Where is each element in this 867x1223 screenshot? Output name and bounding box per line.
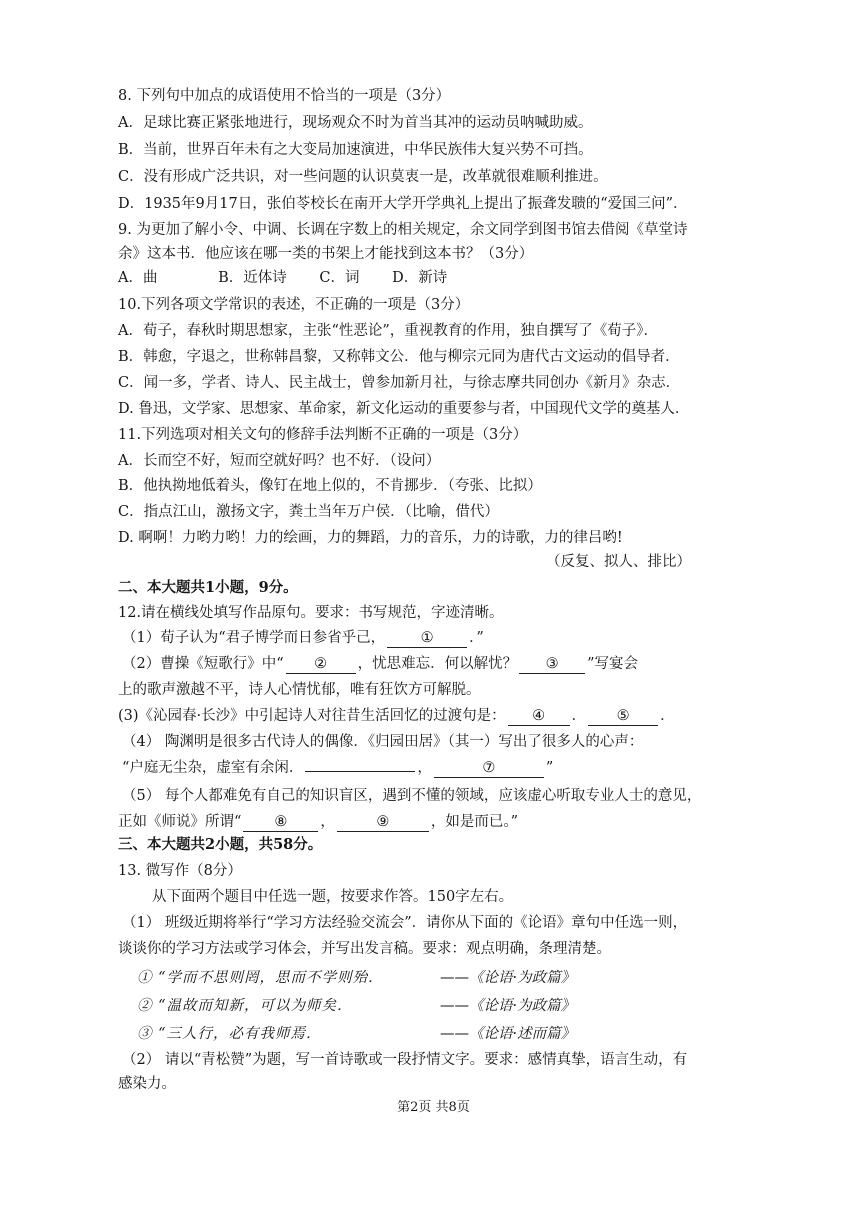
- q13-topic2-line1: （2） 请以“青松赞”为题，写一首诗歌或一段抒情文字。要求：感情真挚，语言生动，有: [122, 1052, 688, 1068]
- q10-option-c: C．闻一多，学者、诗人、民主战士，曾参加新月社，与徐志摩共同创办《新月》杂志．: [118, 375, 681, 391]
- q10-option-a: A．荀子，春秋时期思想家，主张“性恶论”，重视教育的作用，独自撰写了《荀子》．: [118, 323, 659, 339]
- lunyu-quote-1-source: ——《论语·为政篇》: [440, 970, 576, 986]
- blank-6[interactable]: [305, 771, 415, 772]
- blank-4[interactable]: ④: [508, 708, 570, 726]
- q10-stem: 10.下列各项文学常识的表述，不正确的一项是（3分）: [118, 297, 470, 313]
- q9-option-b: B．近体诗: [218, 270, 287, 286]
- blank-1[interactable]: ①: [387, 630, 467, 648]
- q13-topic1-line1: （1） 班级近期将举行“学习方法经验交流会”．请你从下面的《论语》章句中任选一则，: [122, 915, 688, 931]
- blank-5[interactable]: ⑤: [588, 708, 658, 726]
- q12-item3: (3)《沁园春·长沙》中引起诗人对往昔生活回忆的过渡句是： ④ ． ⑤ ．: [118, 708, 675, 724]
- q8-option-a: A．足球比赛正紧张地进行，现场观众不时为首当其冲的运动员呐喊助威。: [118, 115, 593, 131]
- q9-option-d: D．新诗: [392, 270, 448, 286]
- q10-option-b: B．韩愈，字退之，世称韩昌黎，又称韩文公．他与柳宗元同为唐代古文运动的倡导者．: [118, 349, 680, 365]
- blank-2[interactable]: ②: [286, 656, 356, 674]
- q11-option-b: B．他执拗地低着头，像钉在地上似的，不肯挪步．（夸张、比拟）: [118, 478, 542, 494]
- q9-option-a: A．曲: [118, 270, 158, 286]
- blank-8[interactable]: ⑧: [243, 814, 318, 832]
- q12-item2-line2: 上的歌声激越不平，诗人心情忧郁，唯有狂饮方可解脱。: [118, 682, 481, 698]
- q12-item1: （1）荀子认为“君子博学而日参省乎己， ① ．”: [122, 630, 484, 646]
- q12-item4: “户庭无尘杂，虚室有余闲． ， ⑦ ”: [122, 760, 554, 776]
- lunyu-quote-2: ② “温故而知新，可以为师矣．: [137, 998, 353, 1014]
- q12-item4-line1: （4） 陶渊明是很多古代诗人的偶像．《归园田居》（其一）写出了很多人的心声：: [122, 734, 644, 750]
- q12-item5-line1: （5） 每个人都难免有自己的知识盲区，遇到不懂的领域，应该虚心听取专业人士的意见，: [122, 788, 702, 804]
- blank-3[interactable]: ③: [519, 656, 585, 674]
- q12-item5: 正如《师说》所谓“ ⑧ ， ⑨ ，如是而已。”: [118, 814, 519, 830]
- q8-option-d: D．1935年9月17日，张伯苓校长在南开大学开学典礼上提出了振聋发聩的“爱国三问”．: [118, 196, 688, 212]
- page-footer: 第2页 共8页: [397, 1100, 470, 1115]
- q13-intro: 从下面两个题目中任选一题，按要求作答。150字左右。: [152, 889, 514, 905]
- q8-option-b: B．当前，世界百年未有之大变局加速演进，中华民族伟大复兴势不可挡。: [118, 142, 593, 158]
- blank-7[interactable]: ⑦: [434, 760, 544, 778]
- q13-topic1-line2: 谈谈你的学习方法或学习体会，并写出发言稿。要求：观点明确，条理清楚。: [118, 941, 611, 957]
- q12-item2: （2）曹操《短歌行》中“ ② ，忧思难忘．何以解忧？ ③ ”写宴会: [122, 656, 639, 672]
- q11-option-c: C．指点江山，激扬文字，粪土当年万户侯．（比喻，借代）: [118, 504, 499, 520]
- q11-d-note: （反复、拟人、排比）: [546, 554, 691, 570]
- lunyu-quote-3: ③ “三人行，必有我师焉．: [137, 1026, 322, 1042]
- blank-9[interactable]: ⑨: [337, 814, 429, 832]
- q8-option-c: C．没有形成广泛共识，对一些问题的认识莫衷一是，改革就很难顺利推进。: [118, 169, 608, 185]
- q11-option-a: A．长而空不好，短而空就好吗？也不好．（设问）: [118, 453, 441, 469]
- q13-topic2-line2: 感染力。: [118, 1076, 176, 1092]
- section2-heading: 二、本大题共1小题，9分。: [118, 579, 298, 596]
- lunyu-quote-3-source: ——《论语·述而篇》: [440, 1026, 576, 1042]
- q9-option-c: C．词: [319, 270, 360, 286]
- q9-stem-line2: 余》这本书．他应该在哪一类的书架上才能找到这本书？（3分）: [118, 246, 534, 262]
- section3-heading: 三、本大题共2小题，共58分。: [118, 836, 323, 853]
- q10-option-d: D. 鲁迅，文学家、思想家、革命家，新文化运动的重要参与者，中国现代文学的奠基人．: [118, 401, 690, 417]
- q11-option-d: D. 啊啊！力哟力哟！力的绘画，力的舞蹈，力的音乐，力的诗歌，力的律吕哟!: [118, 530, 623, 546]
- q12-stem: 12.请在横线处填写作品原句。要求：书写规范，字迹清晰。: [118, 605, 504, 621]
- q8-stem: 8. 下列句中加点的成语使用不恰当的一项是（3分）: [118, 88, 451, 104]
- q9-stem-line1: 9. 为更加了解小令、中调、长调在字数上的相关规定，余文同学到图书馆去借阅《草堂诗: [118, 222, 688, 238]
- q9-options: [118, 268, 447, 288]
- q13-stem: 13. 微写作（8分）: [118, 863, 242, 879]
- q11-stem: 11.下列选项对相关文句的修辞手法判断不正确的一项是（3分）: [118, 427, 528, 443]
- lunyu-quote-2-source: ——《论语·为政篇》: [440, 998, 576, 1014]
- lunyu-quote-1: ① “学而不思则罔，思而不学则殆．: [137, 970, 384, 986]
